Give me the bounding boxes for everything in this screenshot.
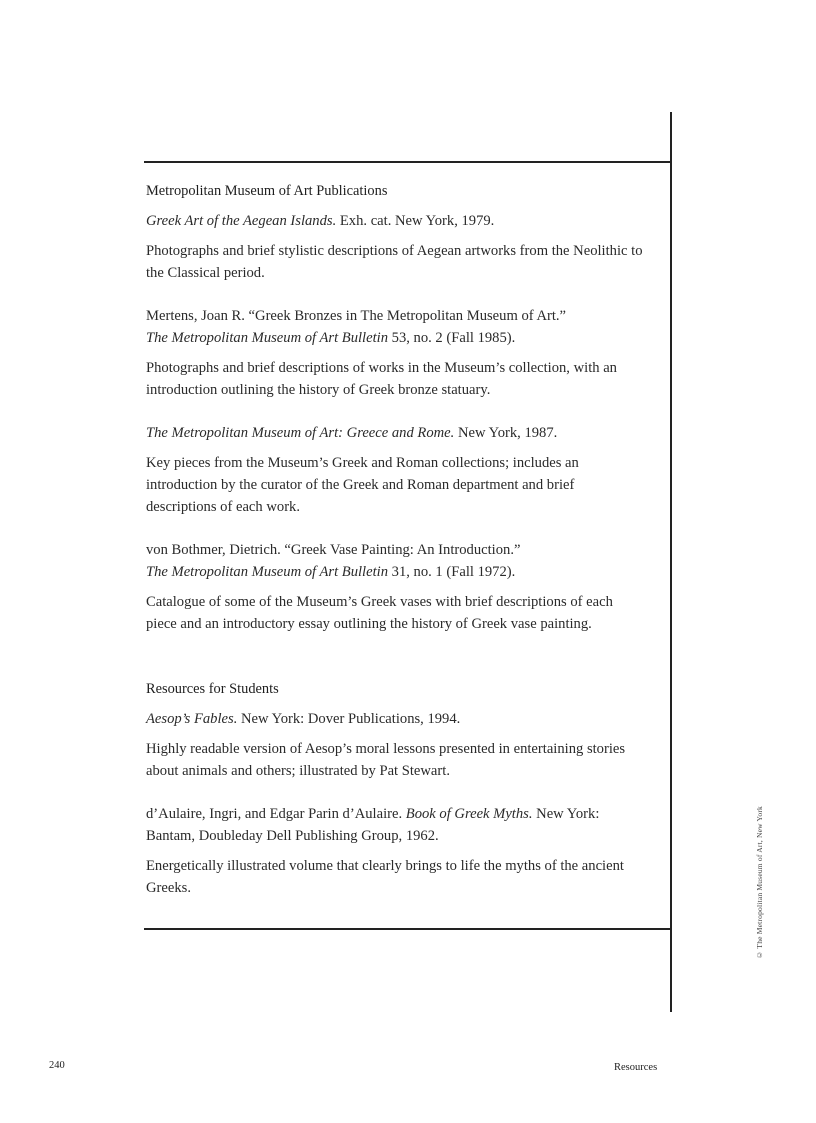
- entry-description: Highly readable version of Aesop’s moral lessons presented in entertaining stories about animals and others; illustrated by Pat Stewart.: [146, 741, 626, 779]
- entry-description: Energetically illustrated volume that clearly brings to life the myths of the ancient Greeks.: [146, 858, 624, 896]
- bottom-horizontal-rule: [144, 928, 671, 930]
- citation-journal: The Metropolitan Museum of Art Bulletin: [146, 330, 388, 346]
- citation: [146, 422, 646, 444]
- citation-journal: The Metropolitan Museum of Art Bulletin: [146, 564, 388, 580]
- citation: [146, 803, 646, 847]
- citation-author-line: von Bothmer, Dietrich. “Greek Vase Painting: An Introduction.”: [146, 542, 521, 558]
- section-resources-for-students: [146, 678, 646, 899]
- top-horizontal-rule: [144, 161, 671, 163]
- entry-description: Photographs and brief descriptions of works in the Museum’s collection, with an introduction outlining the history of Greek bronze statuary.: [146, 360, 617, 398]
- citation: [146, 210, 646, 232]
- bibliography-entry: [146, 305, 646, 401]
- citation: [146, 708, 646, 730]
- citation-details: New York: Dover Publications, 1994.: [237, 711, 461, 727]
- entry-description: Catalogue of some of the Museum’s Greek vases with brief descriptions of each piece and an introductory essay outlining the history of Greek vase painting.: [146, 594, 613, 632]
- bibliography-entry: [146, 708, 646, 782]
- section-met-publications: [146, 180, 646, 635]
- citation-details: 31, no. 1 (Fall 1972).: [388, 564, 516, 580]
- citation-title: Greek Art of the Aegean Islands.: [146, 213, 337, 229]
- citation-details: New York, 1987.: [454, 425, 558, 441]
- citation-details: 53, no. 2 (Fall 1985).: [388, 330, 516, 346]
- page-number: 240: [49, 1060, 65, 1071]
- bibliography-content: [146, 180, 646, 920]
- bibliography-entry: [146, 422, 646, 518]
- citation-details: Exh. cat. New York, 1979.: [336, 213, 495, 229]
- citation-details: New York: Bantam, Doubleday Dell Publishing Group, 1962.: [146, 806, 600, 844]
- entry-description: Key pieces from the Museum’s Greek and Roman collections; includes an introduction by the curator of the Greek and Roman department and brief descriptions of each work.: [146, 455, 579, 515]
- citation-author-line: Mertens, Joan R. “Greek Bronzes in The Metropolitan Museum of Art.”: [146, 308, 567, 324]
- citation: [146, 561, 646, 583]
- section-title: Resources for Students: [146, 681, 279, 697]
- citation-title: The Metropolitan Museum of Art: Greece and Rome.: [146, 425, 455, 441]
- section-title: Metropolitan Museum of Art Publications: [146, 183, 388, 199]
- entry-description: Photographs and brief stylistic descriptions of Aegean artworks from the Neolithic to the Classical period.: [146, 243, 643, 281]
- citation-title: Aesop’s Fables.: [146, 711, 238, 727]
- running-footer: Resources: [614, 1062, 658, 1073]
- bibliography-entry: [146, 539, 646, 635]
- citation-title: Book of Greek Myths.: [405, 806, 533, 822]
- bibliography-entry: [146, 803, 646, 899]
- section-gap: [146, 656, 646, 678]
- copyright-credit: © The Metropolitan Museum of Art, New York: [755, 806, 764, 960]
- citation: [146, 327, 646, 349]
- citation-authors: d’Aulaire, Ingri, and Edgar Parin d’Aulaire.: [146, 806, 403, 822]
- bibliography-entry: [146, 210, 646, 284]
- vertical-rule: [670, 112, 672, 1012]
